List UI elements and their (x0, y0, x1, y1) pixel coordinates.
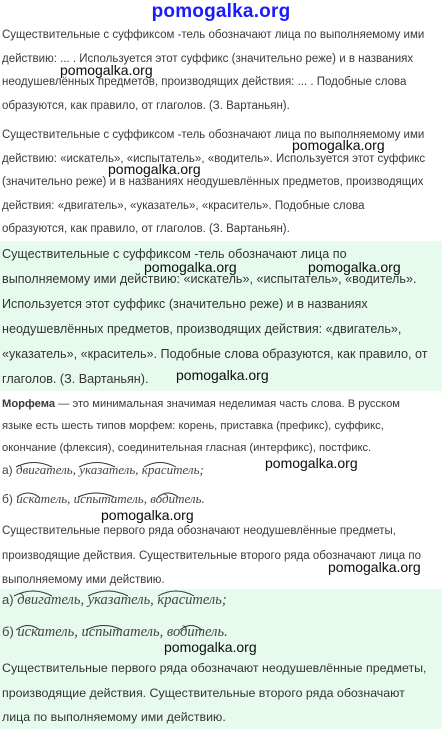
text-line: выполняемому ими действию: «искатель», «испытатель», «водитель». (2, 272, 417, 286)
site-header (0, 0, 442, 24)
watermark: pomogalka.org (308, 259, 401, 275)
text-line: языке есть шесть типов морфем: корень, приставка (префикс), суффикс, (2, 420, 384, 432)
text-line: лица по выполняемому ими действию. (2, 710, 226, 724)
text-line: Существительные с суффиксом -тель обозначают лица по выполняемому ими (2, 129, 425, 141)
text-line: Существительные с суффиксом -тель обозначают лица по (2, 247, 347, 261)
watermark: pomogalka.org (176, 367, 269, 383)
text-line: (значительно реже) и в названиях неодушевлённых предметов, производящих (2, 176, 424, 188)
watermark: pomogalka.org (101, 507, 194, 523)
text-line: действию: «искатель», «испытатель», «водитель». Используется этот суффикс (2, 152, 426, 165)
example-row-a2 (2, 592, 227, 614)
text-line: образуются, как правило, от глаголов. (З. Вартаньян). (2, 223, 290, 235)
text-line: глаголов. (З. Вартаньян). (2, 372, 149, 386)
text-line: Существительные первого ряда обозначают неодушевлённые предметы, (2, 661, 427, 675)
text-line: неодушевлённых предметов, производящих действия: «двигатель», (2, 322, 402, 336)
text-line (2, 393, 438, 415)
row-label: а) (2, 463, 13, 477)
paragraph-5 (2, 519, 438, 593)
term-morpheme: Морфема (2, 398, 56, 410)
watermark: pomogalka.org (164, 639, 257, 655)
text-line: действия: «двигатель», «указатель», «краситель». Подобные слова (2, 199, 365, 212)
example-words: двигатель, указатель, краситель; (17, 592, 227, 608)
example-words: искатель, испытатель, водитель. (17, 624, 228, 640)
example-row-a1 (2, 462, 204, 484)
row-label: б) (2, 492, 13, 506)
text-line: производящие действия. Существительные второго ряда обозначают лица по (2, 549, 422, 562)
text-line: производящие действия. Существительные второго ряда обозначают (2, 685, 405, 700)
text-line: выполняемому ими действию. (2, 574, 165, 586)
example-words: искатель, испытатель, водитель. (16, 491, 205, 506)
watermark: pomogalka.org (60, 62, 153, 78)
paragraph-6 (2, 656, 438, 729)
text-line: неодушевлённых предметов, производящих действия: ... . Подобные слова (2, 76, 407, 88)
text-line: «указатель», «краситель». Подобные слова образуются, как правило, от (2, 347, 428, 361)
text-line: Используется этот суффикс (значительно реже) и в названиях (2, 297, 368, 311)
watermark: pomogalka.org (328, 559, 421, 575)
watermark: pomogalka.org (265, 455, 358, 471)
paragraph-4 (2, 393, 438, 459)
text-line: Существительные с суффиксом -тель обозначают лица по выполняемому ими (2, 29, 425, 41)
watermark: pomogalka.org (292, 137, 385, 153)
example-words: двигатель, указатель, краситель; (16, 462, 204, 477)
watermark: pomogalka.org (108, 161, 201, 177)
watermark: pomogalka.org (144, 259, 237, 275)
site-title[interactable]: pomogalka.org (151, 1, 291, 22)
row-label: б) (2, 624, 14, 639)
row-label: а) (2, 592, 14, 607)
text-line: окончание (флексия), соединительная гласная (интерфикс), постфикс. (2, 442, 372, 454)
text-fragment: — это минимальная значимая неделимая часть слова. В русском (55, 398, 400, 410)
text-line: действию: ... . Используется этот суффикс (значительно реже) и в названиях (2, 52, 414, 65)
text-line: образуются, как правило, от глаголов. (З. Вартаньян). (2, 99, 290, 112)
text-line: Существительные первого ряда обозначают неодушевлённые предметы, (2, 525, 396, 537)
